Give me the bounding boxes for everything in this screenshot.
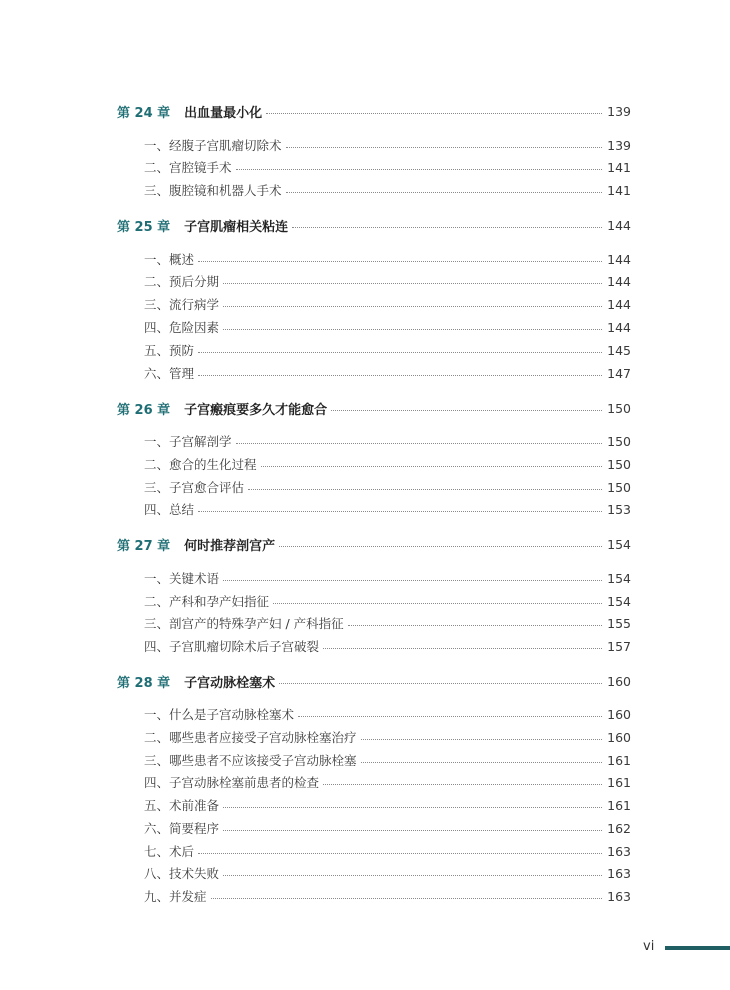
toc-entry[interactable]	[0, 591, 730, 611]
page-number: 150	[607, 456, 631, 472]
dot-leader	[348, 625, 602, 626]
entry-label: 二、产科和孕产妇指征	[144, 594, 270, 609]
toc-entry[interactable]	[0, 568, 730, 588]
chapter-number: 第 28 章	[117, 675, 171, 691]
chapter-number: 第 26 章	[117, 402, 171, 418]
toc-entry[interactable]	[0, 704, 730, 724]
toc-entry[interactable]	[0, 477, 730, 497]
page-number: 161	[607, 774, 631, 790]
entry-label: 一、概述	[144, 252, 195, 267]
dot-leader	[286, 192, 603, 193]
toc-entry[interactable]	[0, 750, 730, 770]
dot-leader	[261, 466, 603, 467]
page-number: 150	[607, 400, 631, 416]
entry-label: 四、总结	[144, 502, 195, 517]
dot-leader	[211, 898, 603, 899]
folio-page-number: vi	[643, 939, 655, 954]
page-number: 160	[607, 706, 631, 722]
toc-entry[interactable]	[0, 135, 730, 155]
chapter-title: 出血量最小化	[184, 105, 263, 121]
chapter-26-row[interactable]	[0, 398, 730, 418]
entry-label: 二、愈合的生化过程	[144, 457, 257, 472]
dot-leader	[223, 807, 602, 808]
toc-entry[interactable]	[0, 727, 730, 747]
dot-leader	[273, 603, 602, 604]
entry-label: 七、术后	[144, 844, 195, 859]
page-number: 141	[607, 182, 631, 198]
dot-leader	[323, 648, 602, 649]
entry-label: 二、宫腔镜手术	[144, 160, 232, 175]
chapter-number: 第 27 章	[117, 538, 171, 554]
dot-leader	[223, 306, 602, 307]
toc-entry[interactable]	[0, 157, 730, 177]
dot-leader	[292, 227, 602, 228]
dot-leader	[198, 352, 602, 353]
chapter-24-row[interactable]	[0, 101, 730, 121]
entry-label: 三、腹腔镜和机器人手术	[144, 183, 282, 198]
dot-leader	[198, 511, 602, 512]
page-number: 147	[607, 365, 631, 381]
toc-entry[interactable]	[0, 180, 730, 200]
chapter-title: 子宫瘢痕要多久才能愈合	[184, 402, 328, 418]
dot-leader	[198, 261, 602, 262]
entry-label: 四、子宫肌瘤切除术后子宫破裂	[144, 639, 320, 654]
chapter-25-row[interactable]	[0, 215, 730, 235]
entry-label: 二、预后分期	[144, 274, 220, 289]
entry-label: 九、并发症	[144, 889, 207, 904]
entry-label: 三、哪些患者不应该接受子宫动脉栓塞	[144, 753, 357, 768]
toc-entry[interactable]	[0, 863, 730, 883]
chapter-28-row[interactable]	[0, 671, 730, 691]
chapter-title: 何时推荐剖宫产	[184, 538, 276, 554]
dot-leader	[223, 830, 602, 831]
page-number: 150	[607, 479, 631, 495]
toc-entry[interactable]	[0, 294, 730, 314]
toc-entry[interactable]	[0, 772, 730, 792]
toc-entry[interactable]	[0, 454, 730, 474]
chapter-heading	[117, 399, 331, 418]
page-number: 139	[607, 103, 631, 119]
toc-entry[interactable]	[0, 249, 730, 269]
page-number: 161	[607, 797, 631, 813]
dot-leader	[361, 739, 603, 740]
entry-label: 四、危险因素	[144, 320, 220, 335]
dot-leader	[279, 546, 602, 547]
entry-label: 一、经腹子宫肌瘤切除术	[144, 138, 282, 153]
page-number: 155	[607, 615, 631, 631]
entry-label: 一、子宫解剖学	[144, 434, 232, 449]
dot-leader	[223, 875, 602, 876]
dot-leader	[266, 113, 602, 114]
page-number: 153	[607, 501, 631, 517]
toc-entry[interactable]	[0, 795, 730, 815]
chapter-27-row[interactable]	[0, 534, 730, 554]
page-number: 163	[607, 843, 631, 859]
entry-label: 八、技术失败	[144, 866, 220, 881]
dot-leader	[331, 410, 602, 411]
chapter-heading	[117, 216, 292, 235]
chapter-title: 子宫肌瘤相关粘连	[184, 219, 289, 235]
toc-entry[interactable]	[0, 340, 730, 360]
page-number: 144	[607, 251, 631, 267]
page-number: 139	[607, 137, 631, 153]
dot-leader	[236, 443, 603, 444]
toc-entry[interactable]	[0, 363, 730, 383]
footer-accent-bar	[665, 946, 730, 950]
entry-label: 二、哪些患者应接受子宫动脉栓塞治疗	[144, 730, 357, 745]
toc-entry[interactable]	[0, 317, 730, 337]
chapter-heading	[117, 535, 279, 554]
page-number: 145	[607, 342, 631, 358]
toc-entry[interactable]	[0, 613, 730, 633]
page-number: 144	[607, 319, 631, 335]
dot-leader	[298, 716, 602, 717]
page-number: 160	[607, 729, 631, 745]
entry-label: 一、什么是子宫动脉栓塞术	[144, 707, 295, 722]
page-number: 150	[607, 433, 631, 449]
page-number: 157	[607, 638, 631, 654]
page-number: 163	[607, 888, 631, 904]
toc-entry[interactable]	[0, 499, 730, 519]
page-number: 154	[607, 570, 631, 586]
page-number: 160	[607, 673, 631, 689]
page-number: 154	[607, 593, 631, 609]
chapter-number: 第 25 章	[117, 219, 171, 235]
dot-leader	[223, 283, 602, 284]
entry-label: 三、剖宫产的特殊孕产妇 / 产科指征	[144, 616, 344, 631]
entry-label: 六、简要程序	[144, 821, 220, 836]
chapter-heading	[117, 102, 266, 121]
toc-entry[interactable]	[0, 841, 730, 861]
dot-leader	[286, 147, 603, 148]
dot-leader	[198, 853, 602, 854]
page-number: 144	[607, 273, 631, 289]
dot-leader	[323, 784, 602, 785]
toc-entry[interactable]	[0, 886, 730, 906]
page-number: 154	[607, 536, 631, 552]
page-number: 141	[607, 159, 631, 175]
entry-label: 五、术前准备	[144, 798, 220, 813]
toc-entry[interactable]	[0, 818, 730, 838]
entry-label: 一、关键术语	[144, 571, 220, 586]
entry-label: 三、流行病学	[144, 297, 220, 312]
entry-label: 三、子宫愈合评估	[144, 480, 245, 495]
dot-leader	[198, 375, 602, 376]
entry-label: 四、子宫动脉栓塞前患者的检查	[144, 775, 320, 790]
dot-leader	[279, 683, 602, 684]
dot-leader	[248, 489, 602, 490]
toc-entry[interactable]	[0, 431, 730, 451]
page-number: 162	[607, 820, 631, 836]
dot-leader	[223, 580, 602, 581]
page-number: 144	[607, 217, 631, 233]
chapter-heading	[117, 672, 279, 691]
chapter-number: 第 24 章	[117, 105, 171, 121]
page-number: 144	[607, 296, 631, 312]
entry-label: 五、预防	[144, 343, 195, 358]
toc-entry[interactable]	[0, 636, 730, 656]
toc-entry[interactable]	[0, 271, 730, 291]
entry-label: 六、管理	[144, 366, 195, 381]
page-number: 161	[607, 752, 631, 768]
page-number: 163	[607, 865, 631, 881]
dot-leader	[236, 169, 603, 170]
chapter-title: 子宫动脉栓塞术	[184, 675, 276, 691]
dot-leader	[361, 762, 603, 763]
dot-leader	[223, 329, 602, 330]
